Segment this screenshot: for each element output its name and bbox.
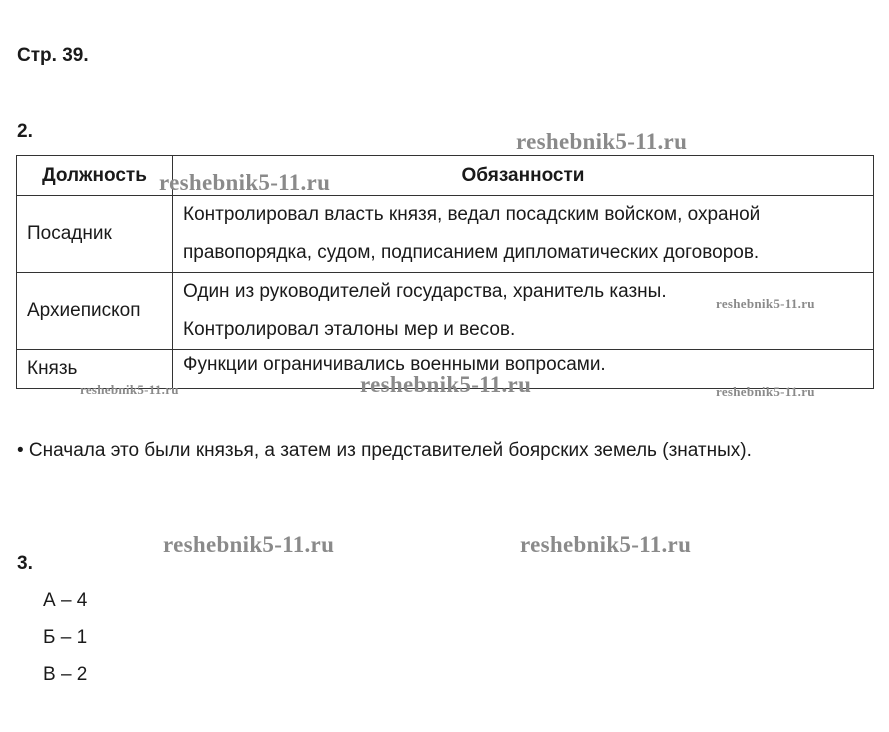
bullet-paragraph: • Сначала это были князья, а затем из представителей боярских земель (знатных). bbox=[17, 440, 752, 461]
watermark: reshebnik5-11.ru bbox=[80, 382, 179, 397]
position-cell: Посадник bbox=[17, 196, 173, 273]
duties-cell bbox=[173, 196, 874, 273]
duties-table bbox=[16, 155, 874, 389]
table-header-row bbox=[17, 156, 874, 196]
task-2-number: 2. bbox=[17, 121, 33, 142]
duties-line: Функции ограничивались военными вопросами. bbox=[183, 354, 606, 375]
duties-line: Один из руководителей государства, хранитель казны. bbox=[183, 281, 667, 302]
answer-item: В – 2 bbox=[43, 664, 88, 685]
watermark: reshebnik5-11.ru bbox=[716, 296, 815, 311]
watermark: reshebnik5-11.ru bbox=[163, 532, 335, 557]
answer-item: А – 4 bbox=[43, 590, 88, 611]
duties-line: правопорядка, судом, подписанием дипломатических договоров. bbox=[183, 242, 760, 263]
column-header-position: Должность bbox=[17, 156, 173, 196]
watermark: reshebnik5-11.ru bbox=[520, 532, 692, 557]
page-title: Стр. 39. bbox=[17, 45, 89, 66]
position-cell: Князь bbox=[17, 350, 173, 389]
watermark: reshebnik5-11.ru bbox=[716, 384, 815, 399]
watermark: reshebnik5-11.ru bbox=[159, 170, 331, 195]
duties-line: Контролировал эталоны мер и весов. bbox=[183, 319, 516, 340]
position-cell: Архиепископ bbox=[17, 273, 173, 350]
watermark: reshebnik5-11.ru bbox=[360, 372, 532, 397]
watermark: reshebnik5-11.ru bbox=[516, 129, 688, 154]
column-header-duties: Обязанности bbox=[173, 156, 874, 196]
answer-item: Б – 1 bbox=[43, 627, 88, 648]
table-row bbox=[17, 196, 874, 273]
task-3-number: 3. bbox=[17, 553, 33, 574]
duties-line: Контролировал власть князя, ведал посадским войском, охраной bbox=[183, 204, 761, 225]
